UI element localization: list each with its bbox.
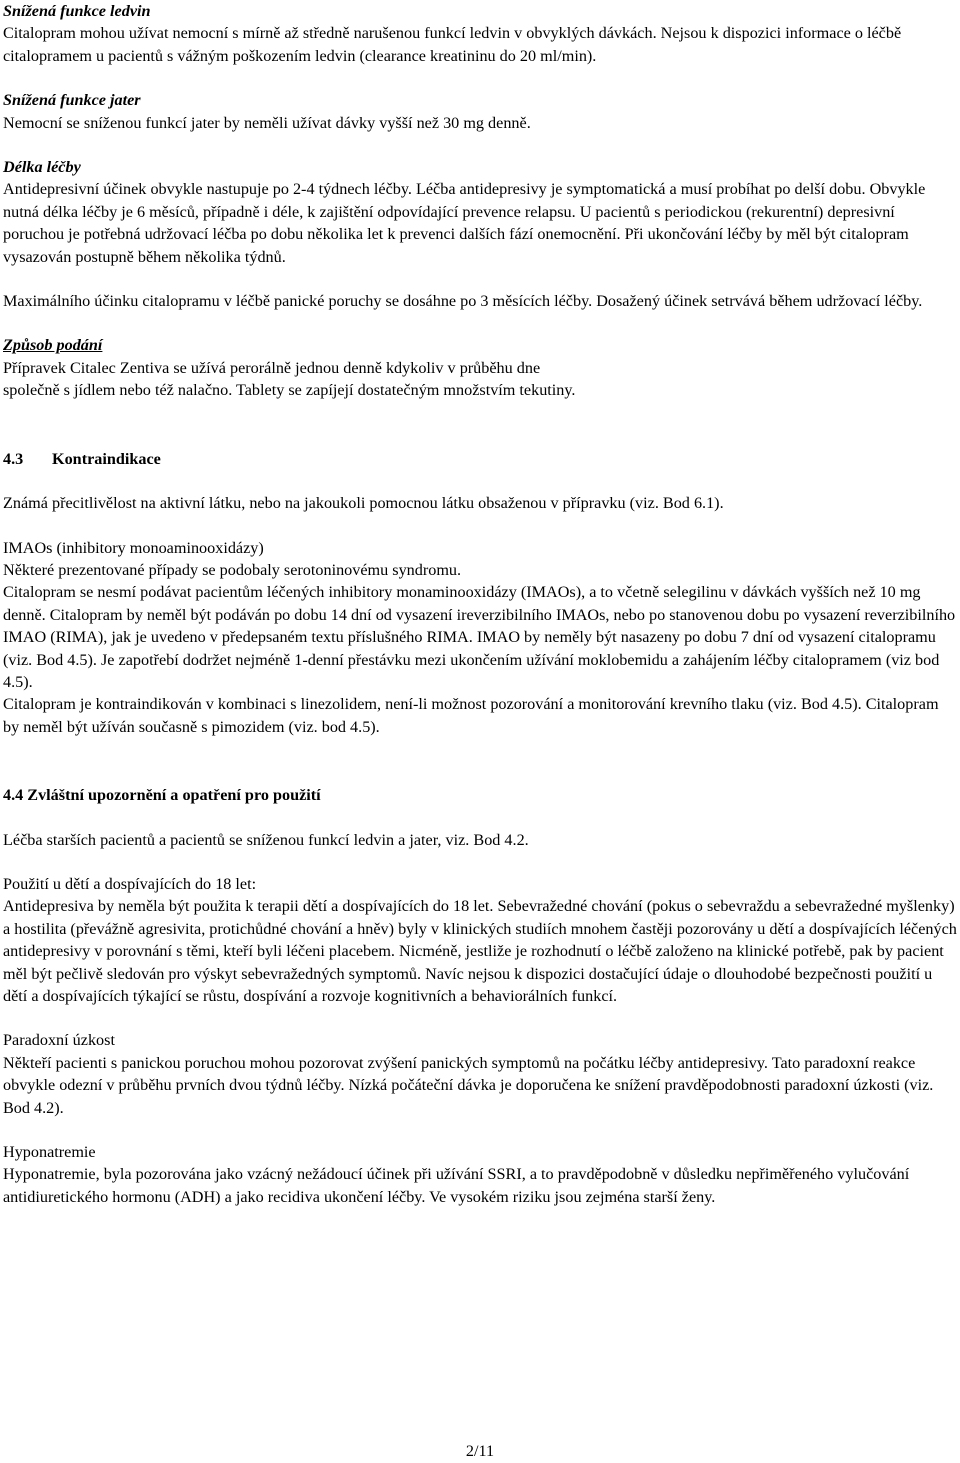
administration-line-1: Přípravek Citalec Zentiva se užívá perorálně jednou denně kdykoliv v průběhu dne [3, 358, 541, 377]
anxiety-text: Někteří pacienti s panickou poruchou mohou pozorovat zvýšení panických symptomů na počátku léčby antidepresivy. Tato paradoxní reakce obvykle odezní v průběhu prvních dvou týdnů léčby. Nízká počáteční dávka je doporučena ke snížení pravděpodobnosti paradoxní úzkosti (viz. Bod 4.2). [3, 1053, 934, 1117]
section-4-4-title: 4.4 Zvláštní upozornění a opatření pro použití [3, 786, 321, 805]
renal-section [3, 0, 958, 67]
section-4-3 [3, 448, 958, 738]
hyponatremia-text: Hyponatremie, byla pozorována jako vzácný nežádoucí účinek při užívání SSRI, a to pravděpodobně v důsledku nepřiměřeného vylučování antidiuretického hormonu (ADH) a jako recidiva ukončení léčby. Ve vysokém riziku jsou zejména starší ženy. [3, 1165, 910, 1206]
duration-section [3, 156, 958, 312]
section-4-3-title [3, 448, 958, 470]
section-4-3-name: Kontraindikace [52, 449, 161, 468]
renal-heading: Snížená funkce ledvin [3, 2, 151, 20]
anxiety-title: Paradoxní úzkost [3, 1031, 115, 1050]
hepatic-heading: Snížená funkce jater [3, 91, 141, 110]
children-title: Použití u dětí a dospívajících do 18 let: [3, 874, 257, 893]
imao-title: IMAOs (inhibitory monoaminooxidázy) [3, 538, 264, 557]
hyponatremia-title: Hyponatremie [3, 1143, 96, 1162]
elderly-text: Léčba starších pacientů a pacientů se sníženou funkcí ledvin a jater, viz. Bod 4.2. [3, 830, 529, 849]
linezolid-text: Citalopram je kontraindikován v kombinaci s linezolidem, není-li možnost pozorování a monitorování krevního tlaku (viz. Bod 4.5). Citalopram by neměl být užíván současně s pimozidem (viz. bod 4.5). [3, 695, 939, 736]
administration-line-2: společně s jídlem nebo též nalačno. Tablety se zapíjejí dostatečným množstvím tekutiny. [3, 381, 576, 400]
children-text: Antidepresiva by neměla být použita k terapii dětí a dospívajících do 18 let. Sebevražedné chování (pokus o sebevraždu a sebevražedné myšlenky) a hostilita (převážně agresivita, protichůdné chování a hněv) byly v klinických studiích mnohem častěji pozorovány u dětí a dospívajících léčených antidepresivy v porovnání s těmi, kteří byli léčeni placebem. Nicméně, jestliže je rozhodnutí o léčbě založeno na klinické potřebě, pak by pacient měl být pečlivě sledován pro výskyt sebevražedných symptomů. Navíc nejsou k dispozici dostačující údaje o dlouhodobé bezpečnosti použití u dětí a dospívajících týkající se růstu, dospívání a rozvoje kognitivních a behaviorálních funkcí. [3, 897, 957, 1005]
section-4-3-number: 4.3 [3, 449, 24, 468]
administration-heading: Způsob podání [3, 336, 103, 355]
section-4-4 [3, 784, 958, 1208]
duration-text-2: Maximálního účinku citalopramu v léčbě panické poruchy se dosáhne po 3 měsících léčby. Dosažený účinek setrvává během udržovací léčby. [3, 292, 923, 311]
document-page [3, 0, 958, 1208]
administration-section [3, 334, 958, 401]
contraindication-hypersensitivity: Známá přecitlivělost na aktivní látku, nebo na jakoukoli pomocnou látku obsaženou v přípravku (viz. Bod 6.1). [3, 494, 724, 513]
imao-line: Některé prezentované případy se podobaly serotoninovému syndromu. [3, 560, 462, 579]
duration-text: Antidepresivní účinek obvykle nastupuje po 2-4 týdnech léčby. Léčba antidepresivy je symptomatická a musí probíhat po delší dobu. Obvykle nutná délka léčby je 6 měsíců, případně i déle, k zajištění odpovídající prevence relapsu. U pacientů s periodickou (rekurentní) depresivní poruchou je potřebná udržovací léčba po dobu několika let k prevenci dalších fází onemocnění. Při ukončování léčby by měl být citalopram vysazován postupně během několika týdnů. [3, 180, 926, 266]
hepatic-text: Nemocní se sníženou funkcí jater by neměli užívat dávky vyšší než 30 mg denně. [3, 113, 531, 132]
page-number: 2/11 [465, 1442, 495, 1460]
duration-heading: Délka léčby [3, 158, 81, 177]
imao-text: Citalopram se nesmí podávat pacientům léčených inhibitory monaminooxidázy (IMAOs), a to včetně selegilinu v dávkách vyšších než 10 mg denně. Citalopram by neměl být podáván po dobu 14 dní od vysazení ireverzibilního IMAOs, nebo po stanovenou dobu po vysazení reverzibilního IMAO (RIMA), jak je uvedeno v předepsaném textu příslušného RIMA. IMAO by neměly být nasazeny po dobu 7 dní od vysazení citalopramu (viz. Bod 4.5). Je zapotřebí dodržet nejméně 1-denní přestávku mezi ukončením užívání moklobemidu a zahájením léčby citalopramem (viz bod 4.5). [3, 583, 956, 691]
hepatic-section [3, 89, 958, 134]
renal-text: Citalopram mohou užívat nemocní s mírně až středně narušenou funkcí ledvin v obvyklých dávkách. Nejsou k dispozici informace o léčbě citalopramem u pacientů s vážným poškozením ledvin (clearance kreatininu do 20 ml/min). [3, 24, 902, 65]
